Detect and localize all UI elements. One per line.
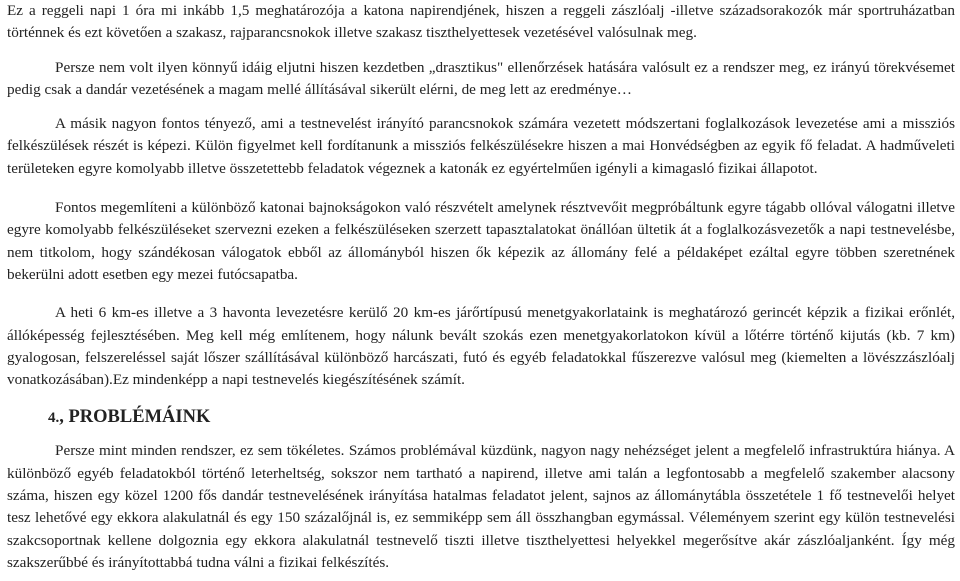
paragraph-methodology: A másik nagyon fontos tényező, ami a testnevelést irányító parancsnokok számára vezetett módszertani foglalkozások levezetése ami a missziós felkészülések részét is képezi. Külön figyelmet kell fordítanunk a missziós felkészülésekre hiszen a mai Honvédségben az egyik fő feladat. A hadműveleti területeken egyre komolyabb illetve összetettebb feladatok végeznek a katonák ez egyértelműen igényli a kimagasló fizikai állapotot. — [7, 115, 955, 177]
paragraph-marches: A heti 6 km-es illetve a 3 havonta levezetésre kerülő 20 km-es járőrtípusú menetgyakorlataink is meghatározó gerincét képzik a fizikai erőnlét, állóképesség fejlesztésében. Meg kell még említenem, hogy nálunk bevált szokás ezen menetgyakorlatokon kívül a lőtérre történő kijutás (kb. 7 km) gyalogosan, felszereléssel saját lőszer szállításával különböző harcászati, futó és egyéb feladatokkal fűszerezve valósul meg (kiemelten a lövészzászlóalj vonatkozásában).Ez mindenképp a napi testnevelés kiegészítésének számít. — [7, 304, 955, 389]
section-title: , PROBLÉMÁINK — [59, 407, 211, 428]
section-heading — [48, 405, 955, 430]
paragraph-control-system: Persze nem volt ilyen könnyű idáig eljutni hiszen kezdetben „drasztikus" ellenőrzések hatására valósult ez a rendszer meg, ez irányú törekvésemet pedig csak a dandár vezetésének a magam mellé állításával sikerült elérni, de meg lett az eredménye… — [7, 58, 955, 98]
document-page — [7, 0, 955, 574]
section-number: 4. — [48, 410, 60, 427]
paragraph-championships: Fontos megemlíteni a különböző katonai bajnokságokon való részvételt amelynek résztvevőit megpróbáltunk egyre tágabb ollóval válogatni illetve egyre komolyabb felkészüléseket szervezni ezeken a felkészüléseken szerzett tapasztalatokat önállóan ültetik át a foglalkozásvezetők a napi testnevelésbe, nem titkolom, hogy szándékosan válogatok ebből az állományból hiszen ők képezik az állomány felé a példaképet ezáltal egyre többen szeretnének bekerülni adott esetben egy mezei futócsapatba. — [7, 199, 955, 283]
paragraph-problems: Persze mint minden rendszer, ez sem tökéletes. Számos problémával küzdünk, nagyon nagy nehézséget jelent a megfelelő infrastruktúra hiánya. A különböző egyéb feladatokból történő leterheltség, sokszor nem tartható a napirend, illetve ami talán a legfontosabb a megfelelő szakember alacsony száma, hiszen egy közel 1200 fős dandár testnevelésének irányítása hatalmas feladatot jelent, sajnos az állománytábla összetétele 1 fő testnevelői helyet tesz lehetővé egy ekkora alakulatnál és egy 150 százalőjnál is, ez semmiképp sem áll összhangban egymással. Véleményem szerint egy külön testnevelési szakcsoportnak kellene dolgoznia egy ekkora alakulatnál testnevelő tiszti illetve tiszthelyettesi helyekkel megerősítve akár zászlóaljanként. Így még szakszerűbbé és irányítottabbá tudna válni a fizikai felkészítés. — [7, 442, 955, 571]
paragraph-morning-training: Ez a reggeli napi 1 óra mi inkább 1,5 meghatározója a katona napirendjének, hiszen a reggeli zászlóalj -illetve századsorakozók már sportruházatban történnek és ezt követően a szakasz, rajparancsnokok illetve szakasz tiszthelyettesek vezetésével valósulnak meg. — [7, 2, 955, 42]
